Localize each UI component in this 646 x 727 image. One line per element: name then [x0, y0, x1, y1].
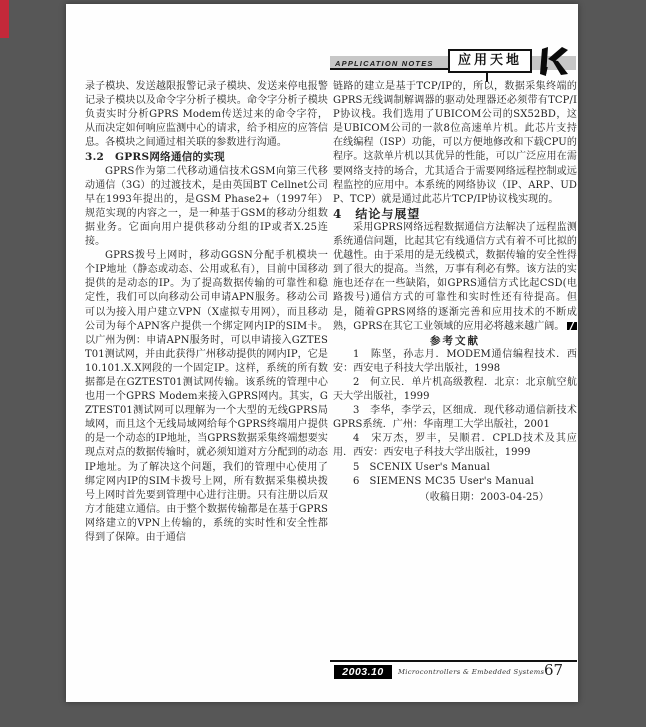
received-date: （收稿日期：2003-04-25）: [419, 491, 549, 503]
body-paragraph: GPRS拨号上网时，移动GGSN分配手机模块一个IP地址（静态或动态、公用或私有），目前中国移动提供的是动态的IP。为了提高数据传输的可靠性和稳定性，我们可以向移动公司申请APN服务。移动公司可以为接入用户建立VPN（X虚拟专用网），而且移动公司为每个APN客户提供一个绑定网内IP的SIM卡。以广州为例：申请APN服务时，可以申请接入GZTEST01测试网，并由此获得广州移动提供的网内IP，它是10.101.X.X网段的一个固定IP。这样，系统的所有数据都是在GZTEST01测试网传输。该系统的管理中心也用一个GPRS Modem来接入GPRS网内。其实，GZTEST01测试网可以理解为一个大型的无线GPRS局域网，而且这个无线局域网给每个GPRS终端用户提供的是一个动态的IP地址，当GPRS数据采集终端想要实现点对点的数据传输时，就必须知道对方分配到的动态IP地址。为了解决这个问题，我们的管理中心使用了绑定网内IP的SIM卡拨号上网，所有数据采集模块拨号上网时首先要到管理中心进行注册。只有注册以后双方才能建立通信。由于整个数据传输都是在基于GPRS网络建立的VPN上传输的，系统的实时性和安全性都得到了保障。由于通信: [85, 250, 328, 543]
reference-item: 2 何立民．单片机高级教程．北京：北京航空航天大学出版社，1999: [333, 376, 577, 403]
footer-page-number: 67: [544, 661, 564, 679]
scan-edge-red-stripe: [0, 0, 9, 38]
paper-page: [66, 4, 578, 702]
body-paragraph: GPRS作为第二代移动通信技术GSM向第三代移动通信（3G）的过渡技术，是由英国BT Cellnet公司早在1993年提出的，是GSM Phase2+（1997年）规范实现的内容之一，是一种基于GSM的移动分组数据业务。它面向用户提供移动分组的IP或者X.25连接。: [85, 165, 328, 248]
reference-item: 5 SCENIX User's Manual: [353, 461, 490, 473]
header-section-label-zh: 应用天地: [448, 49, 532, 73]
header-section-label-en: APPLICATION NOTES: [335, 59, 434, 68]
journal-logo-icon: [538, 47, 570, 76]
article-end-icon: [567, 322, 577, 330]
conclusion-text: 采用GPRS网络远程数据通信方法解决了远程监测系统通信问题，比起其它有线通信方式有着不可比拟的优越性。由于采用的是无线模式，数据传输的安全性得到了很大的提高。当然，万事有利必有弊。该方法的实施也还存在一些缺陷，如GPRS通信方式比起CSD(电路拨号)通信方式的可靠性和实时性还有待提高。但是，随着GPRS网络的逐渐完善和应用技术的不断成熟，GPRS在其它工业领域的应用必将越来越广阔。: [333, 221, 577, 332]
footer-rule: [330, 660, 577, 662]
body-paragraph: 录子模块、发送越限报警记录子模块、发送来停电报警记录子模块以及命令字分析子模块。命令字分析子模块负责实时分析GPRS Modem传送过来的命令字符，从而决定如何响应监测中心的请求，给予相应的应答信息。各模块之间通过相关联的参数进行沟通。: [85, 81, 328, 149]
left-column: [85, 80, 328, 545]
conclusion-paragraph: [333, 221, 577, 334]
header-underline: [330, 68, 449, 70]
section-heading-3-2: 3.2 GPRS网络通信的实现: [85, 151, 225, 164]
section-heading-4: 4 结论与展望: [333, 206, 421, 221]
reference-item: 4 宋万杰，罗丰，吴顺君．CPLD技术及其应用．西安：西安电子科技大学出版社，1999: [333, 433, 577, 459]
body-paragraph: 链路的建立是基于TCP/IP的，所以，数据采集终端的GPRS无线调制解调器的驱动处理器还必须带有TCP/IP协议栈。我们选用了UBICOM公司的SX52BD，这是UBICOM公司的一款8位高速单片机。此芯片支持在线编程（ISP）功能，可以方便地修改和下载CPU的程序。这款单片机以其优异的性能，可以广泛应用在需要网络支持的场合，尤其适合于需要网络远程控制或远程监控的应用中。本系统的网络协议（IP、ARP、UDP、TCP）就是通过此芯片TCP/IP协议栈实现的。: [333, 81, 577, 205]
reference-item: 1 陈坚，孙志月．MODEM通信编程技术．西安：西安电子科技大学出版社，1998: [333, 348, 577, 374]
footer-issue-badge: 2003.10: [334, 665, 392, 679]
references-title: 参考文献: [430, 334, 480, 347]
reference-item: 6 SIEMENS MC35 User's Manual: [353, 475, 534, 487]
right-column: [333, 80, 577, 505]
footer-journal-name: Microcontrollers & Embedded Systems: [398, 668, 545, 676]
reference-item: 3 李华，李学云，区细成．现代移动通信新技术GPRS系统．广州：华南理工大学出版社，2001: [333, 405, 577, 431]
